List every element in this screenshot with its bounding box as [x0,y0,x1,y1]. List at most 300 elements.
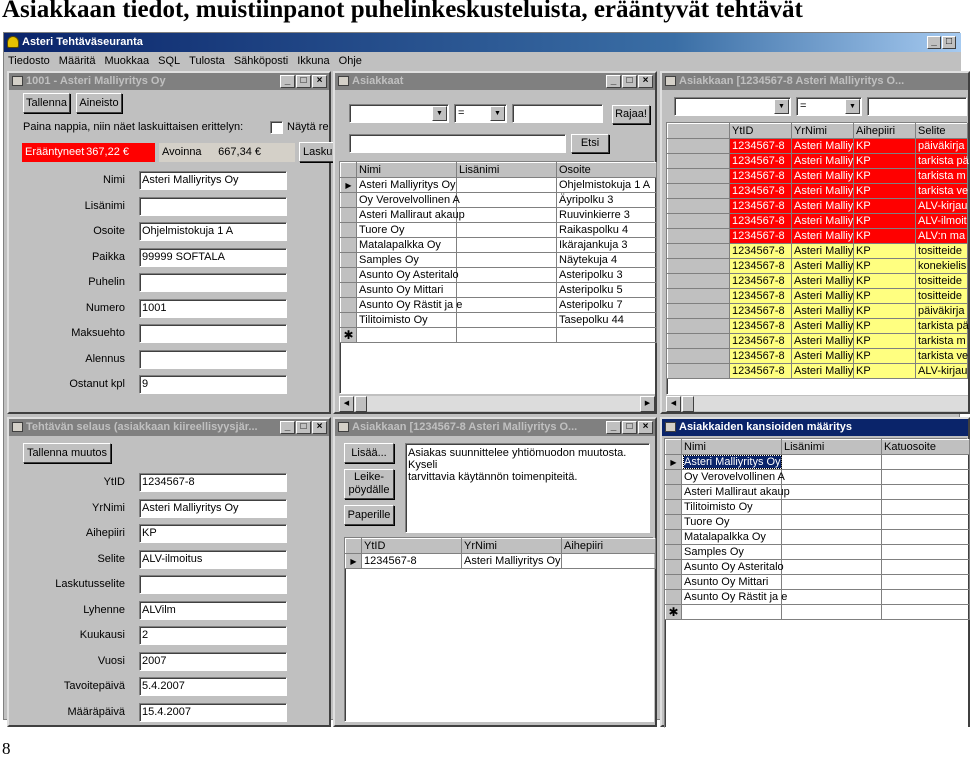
table-cell[interactable] [782,485,882,500]
maximize-icon[interactable]: □ [942,36,956,49]
table-cell[interactable] [357,223,457,238]
table-cell[interactable] [854,169,916,184]
menu-item-5[interactable]: Sähköposti [233,55,289,67]
table-cell[interactable] [792,169,854,184]
table-cell[interactable] [792,199,854,214]
menu-item-3[interactable]: SQL [158,55,181,67]
folders-titlebar[interactable] [662,419,968,436]
minimize-icon[interactable]: _ [927,36,941,49]
menu-item-6[interactable]: Ikkuna [297,55,330,67]
table-row[interactable] [668,364,968,379]
row-selector[interactable] [341,238,357,253]
table-cell[interactable] [916,184,968,199]
table-cell[interactable] [792,319,854,334]
close-icon[interactable]: × [312,421,327,434]
note-text-area[interactable] [405,443,650,533]
table-cell[interactable] [882,515,970,530]
close-icon[interactable]: × [638,421,653,434]
field-input[interactable]: Asteri Malliyritys Oy [139,171,287,190]
table-cell[interactable] [782,470,882,485]
table-cell[interactable] [682,605,782,620]
table-row[interactable] [341,313,657,328]
table-cell[interactable] [782,530,882,545]
table-cell[interactable] [357,298,463,313]
row-selector[interactable] [668,259,730,274]
table-cell[interactable] [730,334,792,349]
table-cell[interactable] [462,554,562,569]
new-row[interactable] [341,328,657,343]
table-cell[interactable] [557,178,657,193]
table-cell[interactable] [557,328,657,343]
filter-input[interactable] [512,104,603,123]
table-cell[interactable] [854,244,916,259]
add-note-button[interactable]: Lisää... [344,443,394,463]
table-cell[interactable] [457,268,557,283]
row-selector[interactable] [668,349,730,364]
table-cell[interactable] [730,214,792,229]
table-cell[interactable] [792,289,854,304]
table-cell[interactable] [792,184,854,199]
column-header[interactable]: YtID [730,124,792,139]
field-input[interactable]: 5.4.2007 [139,677,287,696]
row-selector[interactable] [668,214,730,229]
table-cell[interactable] [882,455,970,470]
table-row[interactable] [346,554,656,569]
table-cell[interactable] [357,328,457,343]
table-cell[interactable] [730,244,792,259]
table-row[interactable] [666,500,970,515]
table-cell[interactable] [782,590,882,605]
table-cell[interactable] [557,238,657,253]
table-cell[interactable] [916,304,968,319]
chevron-down-icon[interactable]: ▼ [490,106,505,121]
table-row[interactable] [668,304,968,319]
table-row[interactable] [668,244,968,259]
column-header[interactable]: Osoite [557,163,657,178]
table-cell[interactable] [916,259,968,274]
table-cell[interactable] [730,304,792,319]
print-to-paper-button[interactable]: Paperille [344,505,394,525]
table-row[interactable] [668,154,968,169]
column-header[interactable]: YrNimi [462,539,562,554]
table-row[interactable] [666,530,970,545]
table-row[interactable] [341,208,657,223]
table-row[interactable] [668,229,968,244]
table-cell[interactable] [457,283,557,298]
table-cell[interactable] [916,154,968,169]
table-cell[interactable] [730,184,792,199]
customers-titlebar[interactable] [335,73,655,90]
field-input[interactable]: 15.4.2007 [139,703,287,722]
table-cell[interactable] [782,575,882,590]
row-selector[interactable] [668,139,730,154]
table-cell[interactable] [854,259,916,274]
row-selector[interactable] [341,268,357,283]
table-cell[interactable] [916,214,968,229]
column-header[interactable]: Lisänimi [457,163,557,178]
table-cell[interactable] [730,139,792,154]
table-cell[interactable] [916,199,968,214]
row-selector[interactable] [666,530,682,545]
table-row[interactable] [668,259,968,274]
table-cell[interactable] [882,470,970,485]
table-cell[interactable] [357,268,457,283]
table-cell[interactable] [457,178,557,193]
table-cell[interactable] [916,349,968,364]
table-cell[interactable] [792,304,854,319]
table-cell[interactable] [730,349,792,364]
scroll-right-icon[interactable]: ▶ [640,396,655,412]
limit-button[interactable]: Rajaa! [612,105,650,124]
table-cell[interactable] [782,605,882,620]
close-icon[interactable]: × [312,75,327,88]
row-selector[interactable] [668,319,730,334]
table-cell[interactable] [916,169,968,184]
table-cell[interactable] [882,590,970,605]
row-selector[interactable] [666,455,682,470]
table-cell[interactable] [457,208,557,223]
field-input[interactable] [139,273,287,292]
row-selector[interactable] [666,545,682,560]
row-selector[interactable] [668,289,730,304]
table-cell[interactable] [557,283,657,298]
table-cell[interactable] [882,575,970,590]
table-cell[interactable] [682,485,790,500]
row-selector[interactable] [341,283,357,298]
row-selector[interactable] [668,244,730,259]
table-row[interactable] [668,169,968,184]
scroll-thumb[interactable] [355,396,367,412]
table-cell[interactable] [730,259,792,274]
field-input[interactable]: KP [139,524,287,543]
table-cell[interactable] [854,304,916,319]
row-selector[interactable] [666,590,682,605]
table-cell[interactable] [792,139,854,154]
table-cell[interactable] [362,554,462,569]
row-selector[interactable] [346,554,362,569]
table-cell[interactable] [792,244,854,259]
operator-select[interactable] [796,97,862,116]
table-row[interactable] [668,334,968,349]
table-cell[interactable] [916,139,968,154]
table-row[interactable] [666,575,970,590]
customers-scrollbar[interactable] [339,395,655,411]
table-cell[interactable] [792,259,854,274]
cell-text: Ohjelmistokuja 1 A [559,178,651,191]
table-cell[interactable] [854,274,916,289]
tasks-scrollbar[interactable] [666,395,968,411]
table-cell[interactable] [457,298,557,313]
row-selector[interactable] [341,253,357,268]
table-cell[interactable] [730,274,792,289]
table-cell[interactable] [882,485,970,500]
menu-item-1[interactable]: Määritä [58,55,96,67]
table-cell[interactable] [682,515,782,530]
task-detail-titlebar[interactable] [9,419,329,436]
table-cell[interactable] [854,184,916,199]
field-input[interactable]: Asteri Malliyritys Oy [139,499,287,518]
table-cell[interactable] [882,560,970,575]
table-cell[interactable] [357,253,457,268]
column-header[interactable]: Katuosoite [882,440,970,455]
row-selector[interactable] [668,229,730,244]
close-icon[interactable]: × [638,75,653,88]
field-input[interactable]: 1234567-8 [139,473,287,492]
table-row[interactable] [666,560,970,575]
row-selector[interactable] [341,298,357,313]
table-cell[interactable] [916,364,968,379]
table-cell[interactable] [357,178,457,193]
scroll-left-icon[interactable]: ◀ [339,396,354,412]
table-cell[interactable] [557,268,657,283]
table-cell[interactable] [854,139,916,154]
table-row[interactable] [668,139,968,154]
table-row[interactable] [666,470,970,485]
table-cell[interactable] [682,590,788,605]
save-changes-button[interactable]: Tallenna muutos [23,443,111,463]
field-input[interactable]: 1001 [139,299,287,318]
row-selector[interactable] [668,169,730,184]
table-row[interactable] [666,590,970,605]
minimize-icon[interactable]: _ [606,421,621,434]
table-cell[interactable] [557,193,657,208]
field-input[interactable]: 9 [139,375,287,394]
menu-item-2[interactable]: Muokkaa [104,55,150,67]
maximize-icon[interactable]: □ [296,75,311,88]
table-row[interactable] [341,253,657,268]
column-header[interactable]: Aihepiiri [854,124,916,139]
table-cell[interactable] [457,313,557,328]
table-cell[interactable] [916,244,968,259]
column-header[interactable]: Nimi [682,440,782,455]
table-row[interactable] [341,238,657,253]
field-input[interactable] [139,350,287,369]
table-row[interactable] [341,283,657,298]
table-cell[interactable] [882,530,970,545]
column-header[interactable]: Aihepiiri [562,539,656,554]
row-selector[interactable] [666,500,682,515]
table-cell[interactable] [854,364,916,379]
customer-form-titlebar[interactable] [9,73,329,90]
table-cell[interactable] [792,349,854,364]
table-cell[interactable] [557,313,657,328]
minimize-icon[interactable]: _ [606,75,621,88]
scroll-thumb[interactable] [682,396,694,412]
table-cell[interactable] [730,289,792,304]
field-input[interactable]: 99999 SOFTALA [139,248,287,267]
table-cell[interactable] [457,223,557,238]
table-row[interactable] [668,184,968,199]
field-select[interactable] [349,104,449,123]
field-input[interactable]: Ohjelmistokuja 1 A [139,222,287,241]
table-cell[interactable] [916,289,968,304]
row-selector[interactable] [668,334,730,349]
table-cell[interactable] [916,229,968,244]
row-selector[interactable] [668,364,730,379]
table-cell[interactable] [557,298,657,313]
table-cell[interactable] [730,169,792,184]
table-cell[interactable] [682,560,782,575]
table-cell[interactable] [882,545,970,560]
show-invoices-checkbox[interactable] [270,121,283,134]
table-cell[interactable] [792,229,854,244]
column-header[interactable]: Nimi [357,163,457,178]
maximize-icon[interactable]: □ [622,75,637,88]
field-input[interactable]: ALVilm [139,601,287,620]
table-row[interactable] [668,349,968,364]
table-cell[interactable] [557,253,657,268]
row-selector[interactable] [668,154,730,169]
row-selector[interactable] [341,313,357,328]
row-selector[interactable] [666,560,682,575]
table-cell[interactable] [854,199,916,214]
table-row[interactable] [666,545,970,560]
table-cell[interactable] [682,455,782,470]
table-row[interactable] [341,298,657,313]
row-selector[interactable] [341,178,357,193]
table-cell[interactable] [562,554,656,569]
table-row[interactable] [666,515,970,530]
table-cell[interactable] [730,154,792,169]
menu-item-4[interactable]: Tulosta [189,55,225,67]
table-cell[interactable] [854,229,916,244]
table-row[interactable] [668,199,968,214]
search-button[interactable]: Etsi [571,134,609,153]
table-cell[interactable] [854,289,916,304]
column-header[interactable]: YrNimi [792,124,854,139]
field-input[interactable] [139,197,287,216]
table-row[interactable] [341,193,657,208]
table-row[interactable] [668,214,968,229]
scroll-left-icon[interactable]: ◀ [666,396,681,412]
table-cell[interactable] [682,500,782,515]
operator-select[interactable] [454,104,507,123]
table-cell[interactable] [682,545,782,560]
table-row[interactable] [668,274,968,289]
table-cell[interactable] [730,229,792,244]
field-input[interactable]: ALV-ilmoitus [139,550,287,569]
table-row[interactable] [341,223,657,238]
table-cell[interactable] [854,349,916,364]
row-selector[interactable] [668,274,730,289]
row-selector[interactable] [341,193,357,208]
row-selector[interactable] [666,470,682,485]
table-cell[interactable] [782,560,882,575]
field-select[interactable] [674,97,791,116]
notes-titlebar[interactable] [335,419,655,436]
row-selector[interactable] [666,515,682,530]
table-cell[interactable] [782,515,882,530]
table-cell[interactable] [557,208,657,223]
table-cell[interactable] [882,500,970,515]
copy-to-clipboard-button[interactable] [344,469,394,499]
cell-text: Asteri Malliyritys Oy [464,554,561,567]
save-button[interactable]: Tallenna [23,93,70,113]
table-row[interactable] [666,485,970,500]
minimize-icon[interactable]: _ [280,75,295,88]
table-cell[interactable] [457,253,557,268]
table-cell[interactable] [792,214,854,229]
chevron-down-icon[interactable]: ▼ [845,99,860,114]
table-cell[interactable] [882,605,970,620]
table-cell[interactable] [730,199,792,214]
table-cell[interactable] [730,364,792,379]
table-cell[interactable] [854,154,916,169]
table-row[interactable] [668,289,968,304]
maximize-icon[interactable]: □ [296,421,311,434]
table-cell[interactable] [916,274,968,289]
table-cell[interactable] [457,328,557,343]
table-cell[interactable] [357,313,457,328]
table-cell[interactable] [682,470,785,485]
table-cell[interactable] [782,545,882,560]
field-input[interactable] [139,575,287,594]
search-input[interactable] [349,134,566,153]
table-cell[interactable] [357,193,460,208]
table-cell[interactable] [854,334,916,349]
table-cell[interactable] [357,283,457,298]
chevron-down-icon[interactable]: ▼ [432,106,447,121]
table-cell[interactable] [792,334,854,349]
table-cell[interactable] [916,334,968,349]
field-input[interactable]: 2 [139,626,287,645]
table-cell[interactable] [792,274,854,289]
row-selector[interactable] [341,223,357,238]
field-input[interactable] [139,324,287,343]
table-cell[interactable] [916,319,968,334]
table-cell[interactable] [782,500,882,515]
table-row[interactable] [341,268,657,283]
row-selector[interactable] [668,199,730,214]
table-cell[interactable] [682,575,782,590]
row-selector[interactable] [668,304,730,319]
table-row[interactable] [666,455,970,470]
column-header[interactable]: Lisänimi [782,440,882,455]
tasks-grid-titlebar[interactable] [662,73,968,90]
table-cell[interactable] [792,154,854,169]
row-selector[interactable] [666,575,682,590]
filter-input[interactable] [867,97,967,116]
table-cell[interactable] [357,208,465,223]
maximize-icon[interactable]: □ [622,421,637,434]
table-cell[interactable] [682,530,782,545]
minimize-icon[interactable]: _ [280,421,295,434]
row-selector[interactable] [341,208,357,223]
table-cell[interactable] [457,238,557,253]
invoices-button[interactable]: Lasku [299,142,339,162]
field-input[interactable]: 2007 [139,652,287,671]
menu-item-0[interactable]: Tiedosto [8,55,50,67]
table-cell[interactable] [557,223,657,238]
table-cell[interactable] [854,319,916,334]
row-selector[interactable] [668,184,730,199]
table-cell[interactable] [457,193,557,208]
table-cell[interactable] [854,214,916,229]
material-button[interactable]: Aineisto [76,93,122,113]
new-row[interactable] [666,605,970,620]
table-row[interactable] [668,319,968,334]
menu-item-7[interactable]: Ohje [338,55,362,67]
chevron-down-icon[interactable]: ▼ [774,99,789,114]
column-header[interactable]: YtID [362,539,462,554]
table-row[interactable] [341,178,657,193]
table-cell[interactable] [357,238,457,253]
row-selector[interactable] [666,485,682,500]
table-cell[interactable] [792,364,854,379]
column-header[interactable]: Selite [916,124,968,139]
table-cell[interactable] [730,319,792,334]
table-cell[interactable] [782,455,882,470]
